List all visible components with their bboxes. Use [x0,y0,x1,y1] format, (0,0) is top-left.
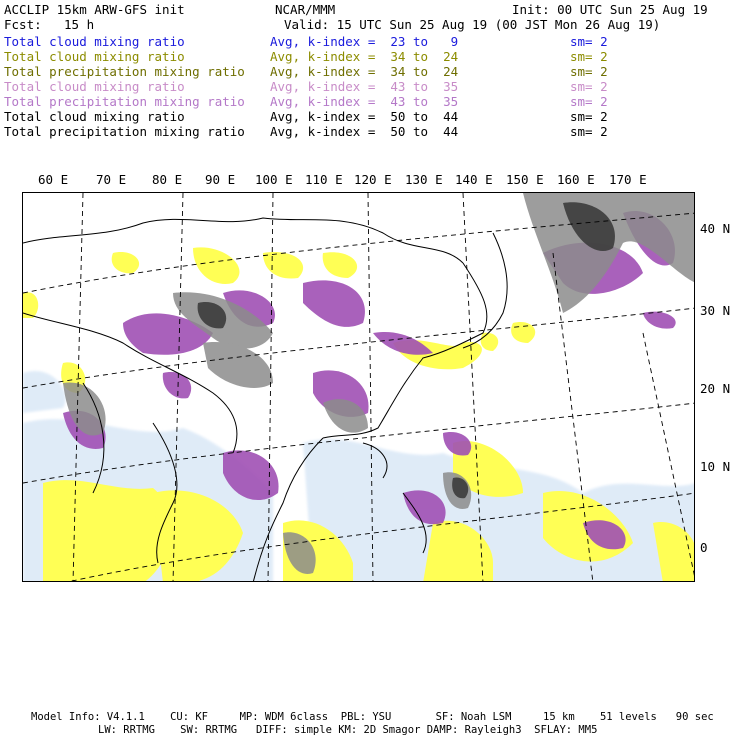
lat-label-1: 30 N [700,303,731,318]
legend-sm-1: sm= 2 [570,49,608,64]
lat-label-0: 40 N [700,221,731,236]
lon-label-8: 140 E [455,172,493,187]
lat-label-2: 20 N [700,381,731,396]
legend-field-5: Total cloud mixing ratio [4,109,185,124]
valid-time: Valid: 15 UTC Sun 25 Aug 19 (00 JST Mon 26 Aug 19) [284,17,661,32]
init-time: Init: 00 UTC Sun 25 Aug 19 [512,2,708,17]
fcst-value: 15 h [64,17,95,32]
lat-label-4: 0 [700,540,708,555]
map-svg [23,193,695,582]
legend-field-2: Total precipitation mixing ratio [4,64,245,79]
legend-sm-4: sm= 2 [570,94,608,109]
legend-field-3: Total cloud mixing ratio [4,79,185,94]
lon-label-7: 130 E [405,172,443,187]
lon-label-2: 80 E [152,172,183,187]
legend-sm-6: sm= 2 [570,124,608,139]
model-info-line1: Model Info: V4.1.1 CU: KF MP: WDM 6class PBL: YSU SF: Noah LSM 15 km 51 levels 90 sec [31,711,714,723]
legend-avg-4: Avg, k-index = 43 to 35 [270,94,459,109]
lon-label-6: 120 E [354,172,392,187]
lon-label-4: 100 E [255,172,293,187]
legend-sm-0: sm= 2 [570,34,608,49]
lon-label-11: 170 E [609,172,647,187]
legend-avg-5: Avg, k-index = 50 to 44 [270,109,459,124]
legend-avg-2: Avg, k-index = 34 to 24 [270,64,459,79]
model-title: ACCLIP 15km ARW-GFS init [4,2,185,17]
map-panel [22,192,695,582]
legend-sm-5: sm= 2 [570,109,608,124]
legend-field-4: Total precipitation mixing ratio [4,94,245,109]
lon-label-5: 110 E [305,172,343,187]
lon-label-10: 160 E [557,172,595,187]
lon-label-3: 90 E [205,172,236,187]
legend-avg-3: Avg, k-index = 43 to 35 [270,79,459,94]
model-info-line2: LW: RRTMG SW: RRTMG DIFF: simple KM: 2D Smagor DAMP: Rayleigh3 SFLAY: MM5 [98,724,598,736]
lon-label-9: 150 E [506,172,544,187]
legend-sm-2: sm= 2 [570,64,608,79]
legend-avg-6: Avg, k-index = 50 to 44 [270,124,459,139]
org-label: NCAR/MMM [275,2,336,17]
legend-field-1: Total cloud mixing ratio [4,49,185,64]
legend-field-0: Total cloud mixing ratio [4,34,185,49]
legend-field-6: Total precipitation mixing ratio [4,124,245,139]
lon-label-1: 70 E [96,172,127,187]
lat-label-3: 10 N [700,459,731,474]
lon-label-0: 60 E [38,172,69,187]
legend-avg-0: Avg, k-index = 23 to 9 [270,34,459,49]
legend-sm-3: sm= 2 [570,79,608,94]
fcst-label: Fcst: [4,17,42,32]
legend-avg-1: Avg, k-index = 34 to 24 [270,49,459,64]
